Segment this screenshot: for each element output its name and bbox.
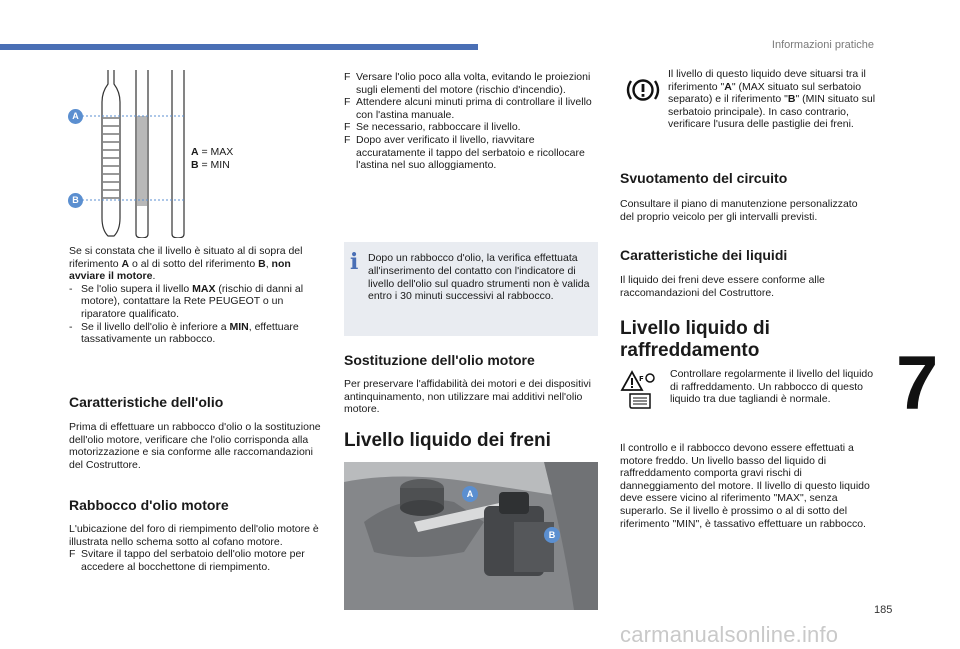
info-box [344,242,598,336]
oil-characteristics-text: Prima di effettuare un rabbocco d'olio o la sostituzione dell'olio motore, verificare che l'olio corrisponda alla motorizzazione e sia conforme alle raccomandazioni del Costruttore. [69,421,321,471]
watermark-text: carmanualsonline.info [620,622,839,647]
list-item: F Versare l'olio poco alla volta, evitando le proiezioni sugli elementi del motore (rischio d'incendio). [344,71,591,96]
list-item: F Dopo aver verificato il livello, riavvitare accuratamente il tappo del serbatoio e ricollocare l'astina nel suo alloggiamento. [344,133,585,172]
info-icon: i [350,249,359,275]
header-bar [0,44,478,50]
heading-coolant-level: Livello liquido di raffreddamento [620,318,770,361]
section-title: Informazioni pratiche [771,39,874,51]
circuit-drain-text: Consultare il piano di manutenzione personalizzato del proprio veicolo per gli intervalli previsti. [620,198,858,223]
heading-oil-topup: Rabbocco d'olio motore [69,497,229,513]
heading-oil-characteristics: Caratteristiche dell'olio [69,394,224,410]
list-item: F Attendere alcuni minuti prima di controllare il livello con l'astina manuale. [344,96,592,121]
chapter-number: 7 [896,341,939,426]
list-item: F Svitare il tappo del serbatoio dell'olio motore per accedere al bocchettone di riempimento. [69,548,305,573]
heading-brake-fluid: Livello liquido dei freni [344,430,551,451]
fluid-characteristics-text: Il liquido dei freni deve essere conforme alle raccomandazioni del Costruttore. [620,274,825,299]
photo-marker-a: A [462,486,478,502]
photo-marker-b: B [544,527,560,543]
brake-level-text: Il livello di questo liquido deve situarsi tra il riferimento "A" (MAX situato sul serbatoio separato) e il riferimento "B" (MIN situato sul serbatoio principale). In caso contrario, verificare l'usura delle pastiglie dei freni. [668,68,876,131]
brake-warning-icon [626,76,660,104]
svg-text:F: F [639,375,644,383]
dipstick-marker-b: B [68,193,83,208]
coolant-warning-icon [620,370,660,410]
brake-reservoir-photo [344,462,598,610]
info-text: Dopo un rabbocco d'olio, la verifica effettuata all'inserimento del contatto con l'indicatore di livello dell'olio sul quadro strumenti non è valida entro i 30 minuti successivi al rabbocco. [368,252,590,303]
heading-fluid-characteristics: Caratteristiche dei liquidi [620,247,788,263]
dipstick-legend: A = MAX B = MIN [191,146,234,171]
heading-circuit-drain: Svuotamento del circuito [620,170,788,186]
coolant-text: Il controllo e il rabbocco devono essere effettuati a motore freddo. Un livello basso del liquido di raffreddamento comporta gravi rischi di danneggiamento del motore. Il livello di questo liquido deve essere vicino al riferimento "MAX", senza superarlo. Se il livello è prossimo o al di sotto del riferimento "MIN", è tassativo effettuare un rabbocco. [620,442,870,530]
oil-topup-steps [344,71,598,172]
list-item: - Se il livello dell'olio è inferiore a MIN, effettuare tassativamente un rabbocco. [69,320,299,346]
oil-topup-text: L'ubicazione del foro di riempimento dell'olio motore è illustrata nello schema sotto al cofano motore. F Svitare il tappo del serbatoio dell'olio motore per accedere al bocchettone di riempimento. [69,523,323,573]
list-item: F Se necessario, rabboccare il livello. [344,121,521,134]
page-number: 185 [874,604,893,616]
dipstick-illustration [64,68,264,238]
oil-change-text: Per preservare l'affidabilità dei motori e dei dispositivi antinquinamento, non utilizzare mai additivi nell'olio motore. [344,378,591,416]
dipstick-marker-a: A [68,109,83,124]
oil-level-intro: Se si constata che il livello è situato al di sopra del riferimento A o al di sotto del riferimento B, non avviare il motore. - Se l'olio supera il livello MAX (rischio di danni al motore), contattare la Rete PEUGEOT o un riparatore qualificato. - Se il livello dell'olio è inferiore a MIN, effettuare tassativamente un rabbocco. [69,245,323,346]
coolant-intro-text: Controllare regolarmente il livello del liquido di raffreddamento. Un rabbocco di questo liquido tra due tagliandi è normale. [670,368,874,406]
list-item: - Se l'olio supera il livello MAX (rischio di danni al motore), contattare la Rete PEUGEOT o un riparatore qualificato. [69,282,304,320]
heading-oil-change: Sostituzione dell'olio motore [344,352,535,368]
